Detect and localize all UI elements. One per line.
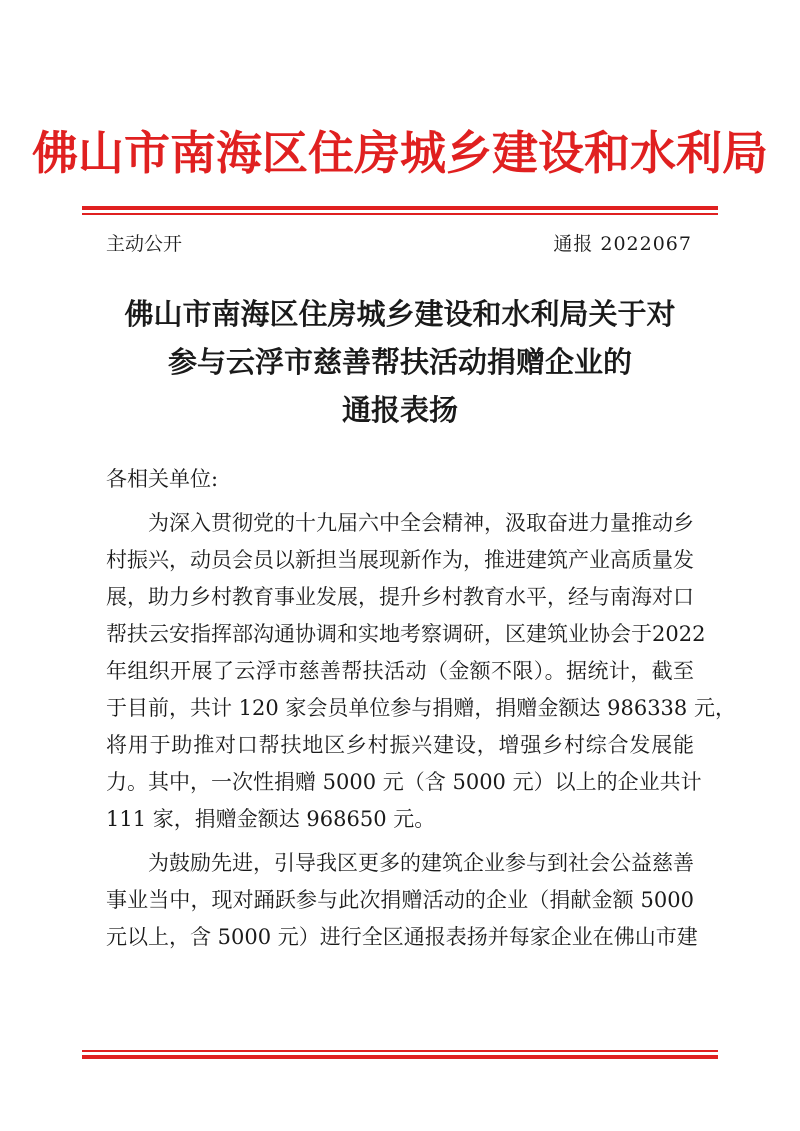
body-line: 元以上，含 5000 元）进行全区通报表扬并每家企业在佛山市建 <box>106 925 698 949</box>
body-line: 力。其中，一次性捐赠 5000 元（含 5000 元）以上的企业共计 <box>106 770 702 794</box>
body-line: 年组织开展了云浮市慈善帮扶活动（金额不限）。据统计，截至 <box>106 659 694 683</box>
body-line: 于目前，共计 120 家会员单位参与捐赠，捐赠金额达 986338 元， <box>106 696 736 720</box>
title-line: 佛山市南海区住房城乡建设和水利局关于对 <box>124 297 676 331</box>
body-line: 帮扶云安指挥部沟通协调和实地考察调研，区建筑业协会于2022 <box>106 622 706 646</box>
salutation: 各相关单位: <box>106 467 219 491</box>
body-paragraph <box>106 505 736 838</box>
issuer-name: 佛山市南海区住房城乡建设和水利局 <box>32 126 768 180</box>
body-line: 为深入贯彻党的十九届六中全会精神，汲取奋进力量推动乡 <box>148 511 694 535</box>
body-line: 将用于助推对口帮扶地区乡村振兴建设，增强乡村综合发展能 <box>106 733 694 757</box>
title-line: 通报表扬 <box>341 393 458 427</box>
title-line: 参与云浮市慈善帮扶活动捐赠企业的 <box>167 345 632 379</box>
body-line: 村振兴，动员会员以新担当展现新作为，推进建筑产业高质量发 <box>106 548 694 572</box>
document-body <box>106 505 736 963</box>
document-title <box>0 290 800 434</box>
body-line: 事业当中，现对踊跃参与此次捐赠活动的企业（捐献金额 5000 <box>106 888 694 912</box>
footer-divider-thick <box>82 1055 718 1059</box>
footer-divider-thin <box>82 1050 718 1052</box>
body-line: 展，助力乡村教育事业发展，提升乡村教育水平，经与南海对口 <box>106 585 694 609</box>
footer-divider <box>82 1050 718 1059</box>
header-divider-thick <box>82 206 718 210</box>
body-line: 为鼓励先进，引导我区更多的建筑企业参与到社会公益慈善 <box>148 851 694 875</box>
header-divider-thin <box>82 213 718 215</box>
header-divider <box>82 206 718 215</box>
body-paragraph <box>106 845 698 956</box>
document-number: 通报 2022067 <box>553 233 692 255</box>
body-line: 111 家，捐赠金额达 968650 元。 <box>106 807 436 831</box>
issuer-masthead <box>0 118 800 188</box>
disclosure-label: 主动公开 <box>106 233 183 255</box>
